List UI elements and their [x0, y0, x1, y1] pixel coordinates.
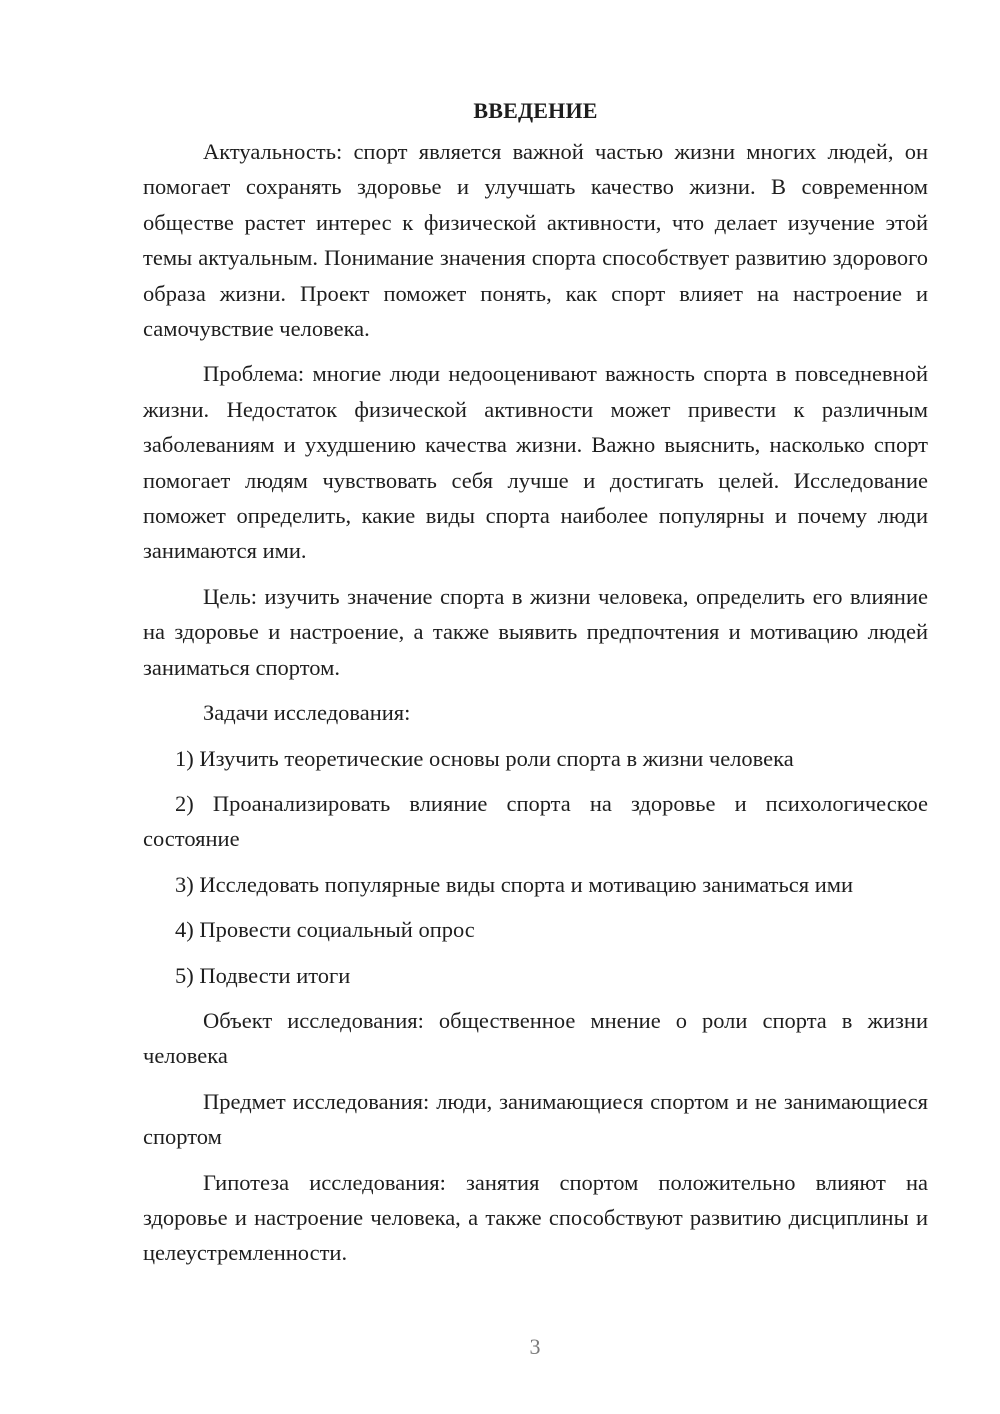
task-item: 3) Исследовать популярные виды спорта и мотивацию заниматься ими [175, 871, 854, 897]
page-number: 3 [529, 1334, 541, 1359]
hypothesis-paragraph: Гипотеза исследования: занятия спортом положительно влияют на здоровье и настроение человека, а также способствуют развитию дисциплины и целеустремленности. [143, 1169, 928, 1266]
goal-paragraph: Цель: изучить значение спорта в жизни человека, определить его влияние на здоровье и настроение, а также выявить предпочтения и мотивацию людей заниматься спортом. [143, 583, 928, 680]
tasks-list [143, 741, 928, 993]
task-item: 5) Подвести итоги [175, 962, 351, 988]
task-item: 4) Провести социальный опрос [175, 917, 475, 943]
subject-paragraph: Предмет исследования: люди, занимающиеся спортом и не занимающиеся спортом [143, 1088, 928, 1150]
task-item: 2) Проанализировать влияние спорта на здоровье и психологическое состояние [143, 790, 928, 852]
problem-paragraph: Проблема: многие люди недооценивают важность спорта в повседневной жизни. Недостаток физической активности может привести к различным заболеваниям и ухудшению качества жизни. Важно выяснить, насколько спорт помогает людям чувствовать себя лучше и достигать целей. Исследование поможет определить, какие виды спорта наиболее популярны и почему люди занимаются ими. [143, 361, 928, 564]
page-title: ВВЕДЕНИЕ [473, 98, 598, 123]
tasks-heading: Задачи исследования: [203, 700, 411, 726]
task-item: 1) Изучить теоретические основы роли спорта в жизни человека [175, 745, 794, 771]
relevance-paragraph: Актуальность: спорт является важной частью жизни многих людей, он помогает сохранять здоровье и улучшать качество жизни. В современном обществе растет интерес к физической активности, что делает изучение этой темы актуальным. Понимание значения спорта способствует развитию здорового образа жизни. Проект поможет понять, как спорт влияет на настроение и самочувствие человека. [143, 139, 928, 342]
document-body [143, 94, 928, 1281]
object-paragraph: Объект исследования: общественное мнение о роли спорта в жизни человека [143, 1007, 928, 1069]
